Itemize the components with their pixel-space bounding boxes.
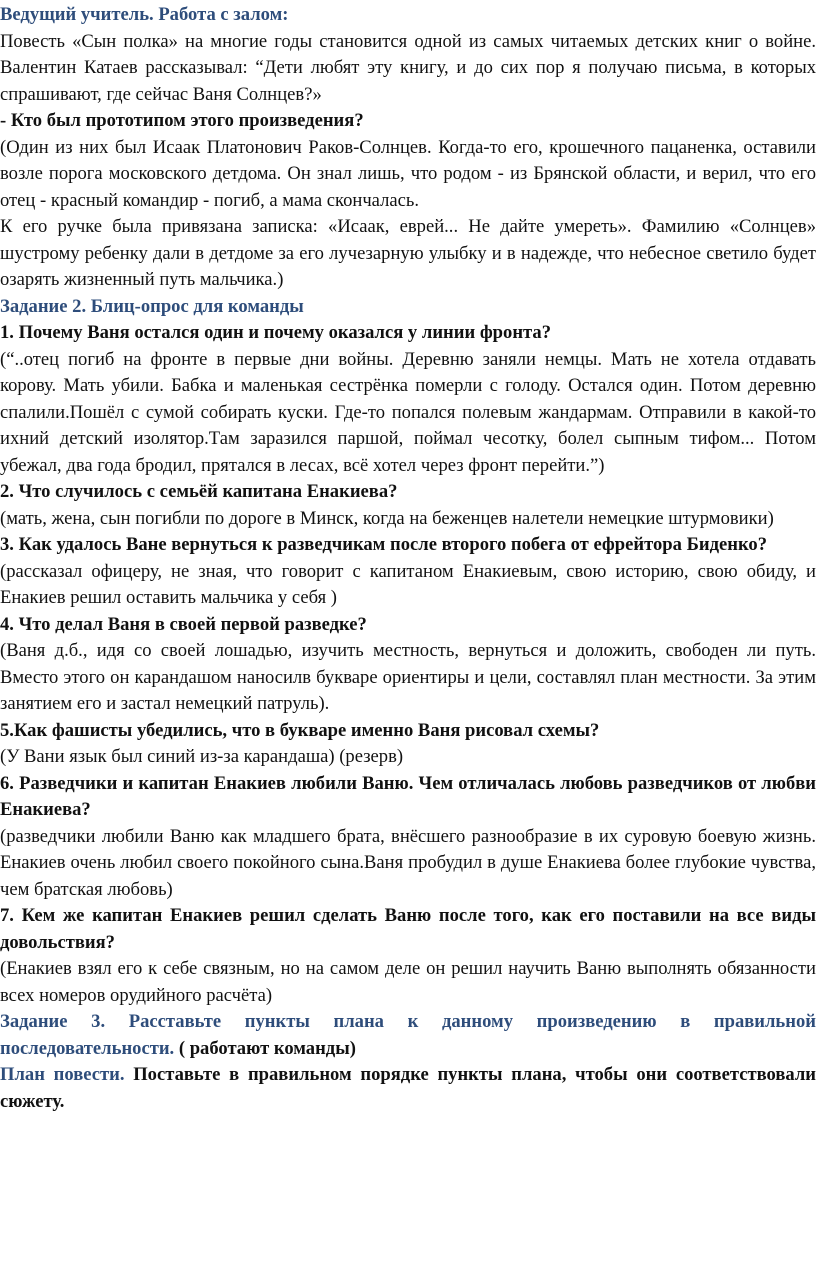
answer-3: (рассказал офицеру, не зная, что говорит с капитаном Енакиевым, свою историю, свою обиду, и Енакиев решил оставить мальчика у себя ) <box>0 560 816 608</box>
question-3: 3. Как удалось Ване вернуться к разведчикам после второго побега от ефрейтора Биденко? <box>0 534 768 555</box>
question-4: 4. Что делал Ваня в своей первой разведке? <box>0 613 367 635</box>
task3-heading: Задание 3. Расставьте пункты плана к данному произведению в правильной последовательности. <box>0 1011 816 1059</box>
answer-7: (Енакиев взял его к себе связным, но на самом деле он решил научить Ваню выполнять обязанности всех номеров орудийного расчёта) <box>0 958 816 1006</box>
intro-paragraph: Повесть «Сын полка» на многие годы становится одной из самых читаемых детских книг о войне. Валентин Катаев рассказывал: “Дети любят эту книгу, и до сих пор я получаю письма, в которых спрашивают, где сейчас Ваня Солнцев?» <box>0 30 816 105</box>
prototype-answer-part2: К его ручке была привязана записка: «Исаак, еврей... Не дайте умереть». Фамилию «Солнцев» шустрому ребенку дали в детдоме за его лучезарную улыбку и в надежде, что небесное светило будет озарять жизненный путь мальчика.) <box>0 216 816 290</box>
plan-label: План повести. <box>0 1064 125 1085</box>
prototype-answer-part1: (Один из них был Исаак Платонович Раков-Солнцев. Когда-то его, крошечного пацаненка, оставили возле порога московского детдома. Он знал лишь, что родом - из Брянской области, и верил, что его отец - красный командир - погиб, а мама скончалась. <box>0 136 816 211</box>
lead-teacher-heading: Ведущий учитель. Работа с залом: <box>0 4 289 25</box>
prototype-question: - Кто был прототипом этого произведения? <box>0 110 364 131</box>
plan-instruction: Поставьте в правильном порядке пункты плана, чтобы они соответствовали сюжету. <box>0 1064 816 1112</box>
task2-heading: Задание 2. Блиц-опрос для команды <box>0 295 304 317</box>
answer-2: (мать, жена, сын погибли по дороге в Минск, когда на беженцев налетели немецкие штурмовики) <box>0 507 774 529</box>
question-6: 6. Разведчики и капитан Енакиев любили Ваню. Чем отличалась любовь разведчиков от любви Енакиева? <box>0 772 816 820</box>
answer-5: (У Вани язык был синий из-за карандаша) (резерв) <box>0 746 404 767</box>
task3-paragraph <box>0 1009 816 1062</box>
question-2: 2. Что случилось с семьёй капитана Енакиева? <box>0 481 398 502</box>
answer-1: (“..отец погиб на фронте в первые дни войны. Деревню заняли немцы. Мать не хотела отдавать корову. Мать убили. Бабка и маленькая сестрёнка померли с голоду. Остался один. Потом деревню спалили.Пошёл с сумой собирать куски. Где-то попался полевым жандармам. Отправили в какой-то ихний детский изолятор.Там заразился паршой, поймал чесотку, болел сыпным тифом... Потом убежал, два года бродил, прятался в лесах, всё хотел через фронт перейти.”) <box>0 348 816 476</box>
task3-note: ( работают команды) <box>174 1037 356 1059</box>
answer-6: (разведчики любили Ваню как младшего брата, внёсшего разнообразие в их суровую боевую жизнь. Енакиев очень любил своего покойного сына.Ваня пробудил в душе Енакиева более глубокие чувства, чем братская любовь) <box>0 825 816 900</box>
question-7: 7. Кем же капитан Енакиев решил сделать Ваню после того, как его поставили на все виды довольствия? <box>0 905 816 953</box>
question-5: 5.Как фашисты убедились, что в букваре именно Ваня рисовал схемы? <box>0 719 600 741</box>
question-1: 1. Почему Ваня остался один и почему оказался у линии фронта? <box>0 322 551 343</box>
answer-4: (Ваня д.б., идя со своей лошадью, изучить местность, вернуться и доложить, свободен ли путь. Вместо этого он карандашом наносилв букваре ориентиры и цели, составлял план местности. За этим занятием его и застал немецкий патруль). <box>0 640 816 714</box>
plan-paragraph <box>0 1062 816 1115</box>
